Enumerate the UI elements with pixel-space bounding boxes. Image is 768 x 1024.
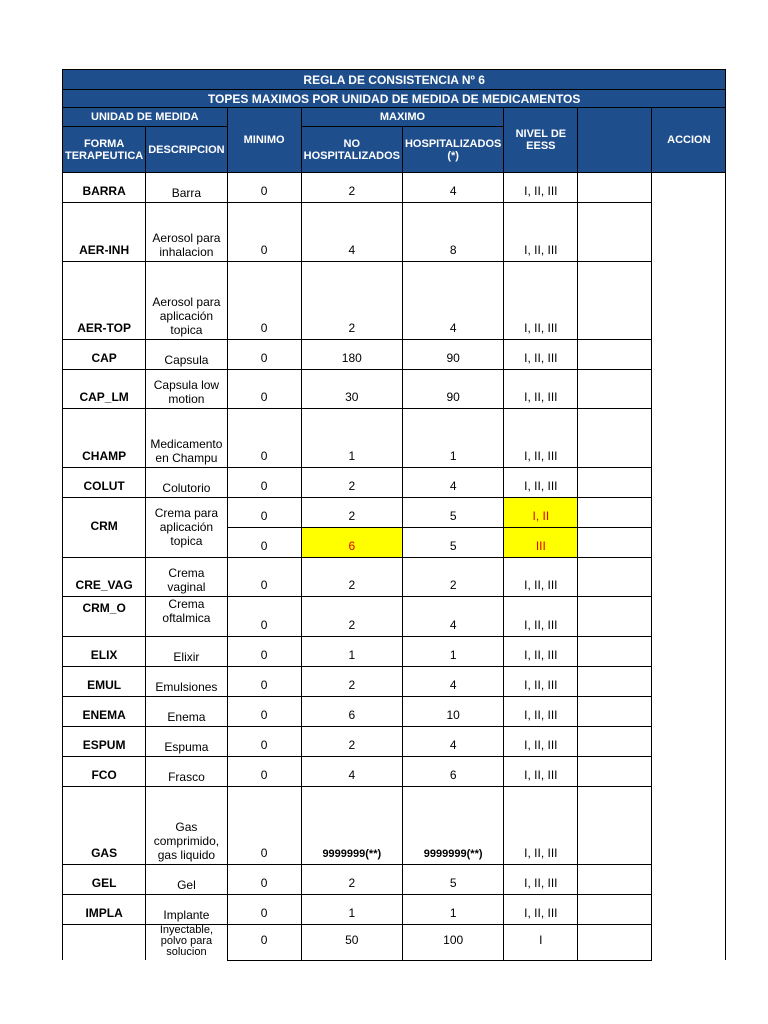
no-hosp-cell-highlighted: 6 (301, 528, 402, 558)
table-row (63, 340, 726, 370)
hosp-cell: 90 (402, 370, 503, 409)
table-row (63, 558, 726, 597)
blank-cell (578, 340, 652, 370)
hosp-cell: 6 (402, 757, 503, 787)
code-cell: EMUL (63, 667, 146, 697)
blank-cell (578, 409, 652, 468)
blank-cell (578, 203, 652, 262)
blank-cell (578, 925, 652, 961)
hosp-cell: 8 (402, 203, 503, 262)
nivel-cell: I, II, III (504, 370, 578, 409)
desc-cell: Capsula low motion (146, 370, 227, 409)
code-cell: CRM (63, 498, 146, 558)
nivel-cell: I, II, III (504, 262, 578, 340)
no-hosp-cell: 2 (301, 865, 402, 895)
hosp-cell: 1 (402, 895, 503, 925)
desc-cell: Gas comprimido, gas liquido (146, 787, 227, 865)
min-cell: 0 (227, 262, 301, 340)
blank-cell (578, 757, 652, 787)
minimo-header: MINIMO (227, 108, 301, 173)
table-row (63, 262, 726, 340)
table-title: REGLA DE CONSISTENCIA Nº 6 (63, 70, 726, 90)
no-hosp-cell: 6 (301, 697, 402, 727)
accion-cell (652, 173, 726, 961)
no-hosp-cell: 2 (301, 667, 402, 697)
blank-cell (578, 370, 652, 409)
nivel-cell: I, II, III (504, 597, 578, 637)
blank-cell (578, 667, 652, 697)
desc-cell: Implante (146, 895, 227, 925)
table-row (63, 925, 726, 961)
min-cell: 0 (227, 895, 301, 925)
desc-cell: Crema para aplicación topica (146, 498, 227, 558)
blank-cell (578, 528, 652, 558)
hosp-cell: 90 (402, 340, 503, 370)
desc-cell: Aerosol para inhalacion (146, 203, 227, 262)
no-hosp-cell: 2 (301, 173, 402, 203)
code-cell: CAP_LM (63, 370, 146, 409)
desc-cell: Medicamento en Champu (146, 409, 227, 468)
code-cell: CRE_VAG (63, 558, 146, 597)
desc-cell: Elixir (146, 637, 227, 667)
unidad-de-medida-header: UNIDAD DE MEDIDA (63, 108, 228, 127)
min-cell: 0 (227, 787, 301, 865)
no-hosp-cell: 2 (301, 468, 402, 498)
blank-cell (578, 895, 652, 925)
nivel-cell: I, II, III (504, 468, 578, 498)
hosp-cell: 10 (402, 697, 503, 727)
nivel-header: NIVEL DE EESS (504, 108, 578, 173)
blank-cell (578, 262, 652, 340)
table-row (63, 865, 726, 895)
code-cell: GAS (63, 787, 146, 865)
desc-cell: Inyectable, polvo para solucion (146, 925, 227, 961)
hosp-cell: 1 (402, 637, 503, 667)
code-cell: ELIX (63, 637, 146, 667)
code-cell: CAP (63, 340, 146, 370)
desc-cell: Frasco (146, 757, 227, 787)
min-cell: 0 (227, 697, 301, 727)
blank-cell (578, 498, 652, 528)
table-row (63, 637, 726, 667)
nivel-cell: I, II, III (504, 787, 578, 865)
hosp-cell: 4 (402, 597, 503, 637)
blank-cell (578, 727, 652, 757)
nivel-cell: I, II, III (504, 727, 578, 757)
descripcion-header: DESCRIPCION (146, 127, 227, 173)
min-cell: 0 (227, 528, 301, 558)
min-cell: 0 (227, 468, 301, 498)
table-row (63, 370, 726, 409)
no-hosp-cell: 4 (301, 203, 402, 262)
table-subtitle: TOPES MAXIMOS POR UNIDAD DE MEDIDA DE MEDICAMENTOS (63, 90, 726, 108)
code-cell: AER-TOP (63, 262, 146, 340)
table-row (63, 203, 726, 262)
hosp-cell: 4 (402, 667, 503, 697)
min-cell: 0 (227, 558, 301, 597)
min-cell: 0 (227, 370, 301, 409)
hosp-cell: 5 (402, 498, 503, 528)
desc-cell: Aerosol para aplicación topica (146, 262, 227, 340)
forma-header: FORMA TERAPEUTICA (63, 127, 146, 173)
code-cell: IMPLA (63, 895, 146, 925)
code-cell: CRM_O (63, 597, 146, 637)
nivel-cell: I, II, III (504, 697, 578, 727)
hosp-cell: 5 (402, 865, 503, 895)
table-row (63, 409, 726, 468)
min-cell: 0 (227, 498, 301, 528)
no-hosp-header: NO HOSPITALIZADOS (301, 127, 402, 173)
hosp-cell: 4 (402, 727, 503, 757)
nivel-cell: I, II, III (504, 203, 578, 262)
min-cell: 0 (227, 667, 301, 697)
nivel-cell: I, II, III (504, 409, 578, 468)
desc-cell: Capsula (146, 340, 227, 370)
no-hosp-cell: 2 (301, 262, 402, 340)
nivel-cell: I, II, III (504, 667, 578, 697)
table-row (63, 173, 726, 203)
blank-cell (578, 558, 652, 597)
code-cell: BARRA (63, 173, 146, 203)
code-cell: COLUT (63, 468, 146, 498)
maximo-header: MAXIMO (301, 108, 504, 127)
nivel-cell-highlighted: I, II (504, 498, 578, 528)
no-hosp-cell: 2 (301, 727, 402, 757)
table-row (63, 667, 726, 697)
topes-maximos-table (62, 69, 726, 961)
desc-cell: Gel (146, 865, 227, 895)
code-cell: ESPUM (63, 727, 146, 757)
blank-cell (578, 637, 652, 667)
nivel-cell: I, II, III (504, 865, 578, 895)
desc-cell: Crema vaginal (146, 558, 227, 597)
desc-cell: Crema oftalmica (146, 597, 227, 637)
code-cell: ENEMA (63, 697, 146, 727)
blank-cell (578, 597, 652, 637)
table-row (63, 757, 726, 787)
table-row (63, 498, 726, 528)
no-hosp-cell: 2 (301, 558, 402, 597)
min-cell: 0 (227, 727, 301, 757)
table-row (63, 727, 726, 757)
nivel-cell-highlighted: III (504, 528, 578, 558)
table-row (63, 597, 726, 637)
hosp-header: HOSPITALIZADOS (*) (402, 127, 503, 173)
hosp-cell: 2 (402, 558, 503, 597)
min-cell: 0 (227, 925, 301, 961)
desc-cell: Emulsiones (146, 667, 227, 697)
table-row (63, 697, 726, 727)
blank-cell (578, 865, 652, 895)
desc-cell: Enema (146, 697, 227, 727)
code-cell: CHAMP (63, 409, 146, 468)
min-cell: 0 (227, 203, 301, 262)
table-row (63, 468, 726, 498)
hosp-cell: 1 (402, 409, 503, 468)
nivel-cell: I, II, III (504, 637, 578, 667)
nivel-cell: I, II, III (504, 173, 578, 203)
hosp-cell: 5 (402, 528, 503, 558)
consistency-rule-sheet (62, 69, 726, 961)
hosp-cell: 100 (402, 925, 503, 961)
hosp-cell: 4 (402, 468, 503, 498)
table-row (63, 895, 726, 925)
hosp-cell: 4 (402, 173, 503, 203)
min-cell: 0 (227, 173, 301, 203)
min-cell: 0 (227, 597, 301, 637)
hosp-cell: 9999999(**) (402, 787, 503, 865)
desc-cell: Colutorio (146, 468, 227, 498)
blank-cell (578, 468, 652, 498)
no-hosp-cell: 1 (301, 637, 402, 667)
nivel-cell: I, II, III (504, 895, 578, 925)
no-hosp-cell: 180 (301, 340, 402, 370)
min-cell: 0 (227, 757, 301, 787)
desc-cell: Barra (146, 173, 227, 203)
min-cell: 0 (227, 865, 301, 895)
no-hosp-cell: 2 (301, 498, 402, 528)
table-row (63, 787, 726, 865)
blank-cell (578, 697, 652, 727)
blank-cell (578, 173, 652, 203)
no-hosp-cell: 9999999(**) (301, 787, 402, 865)
no-hosp-cell: 50 (301, 925, 402, 961)
desc-cell: Espuma (146, 727, 227, 757)
code-cell: AER-INH (63, 203, 146, 262)
blank-cell (578, 787, 652, 865)
code-cell: GEL (63, 865, 146, 895)
code-cell: FCO (63, 757, 146, 787)
no-hosp-cell: 1 (301, 895, 402, 925)
min-cell: 0 (227, 340, 301, 370)
nivel-cell: I, II, III (504, 340, 578, 370)
min-cell: 0 (227, 409, 301, 468)
no-hosp-cell: 30 (301, 370, 402, 409)
hosp-cell: 4 (402, 262, 503, 340)
no-hosp-cell: 4 (301, 757, 402, 787)
nivel-cell: I, II, III (504, 558, 578, 597)
nivel-cell: I (504, 925, 578, 961)
blank-header (578, 108, 652, 173)
no-hosp-cell: 1 (301, 409, 402, 468)
no-hosp-cell: 2 (301, 597, 402, 637)
accion-header: ACCION (652, 108, 726, 173)
min-cell: 0 (227, 637, 301, 667)
nivel-cell: I, II, III (504, 757, 578, 787)
code-cell (63, 925, 146, 961)
